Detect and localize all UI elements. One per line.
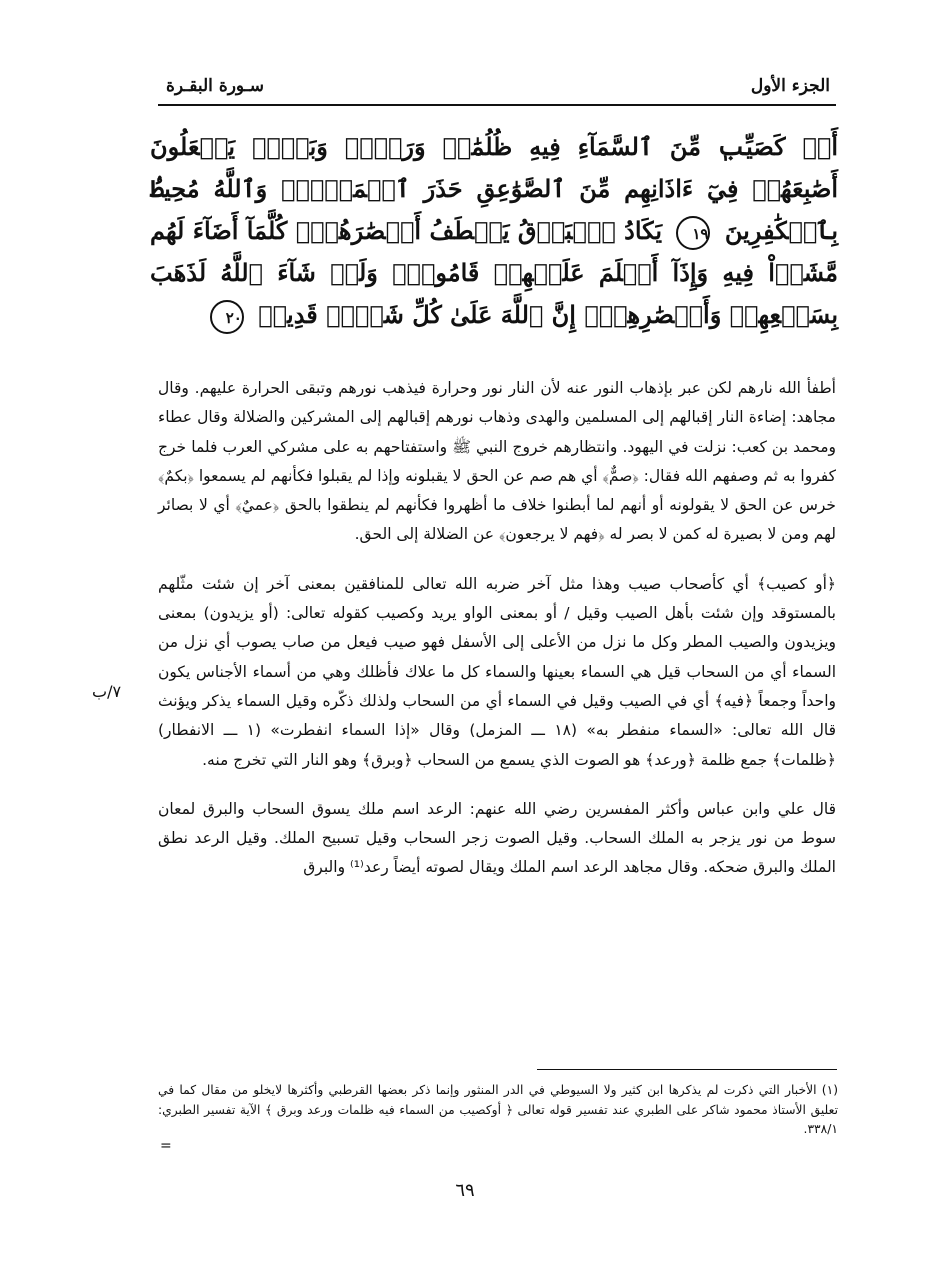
page-number: ٦٩	[455, 1180, 475, 1201]
footnote-continuation-mark: =	[160, 1138, 172, 1154]
paragraph: قال علي وابن عباس وأكثر المفسرين رضي الله عنهم: الرعد اسم ملك يسوق السحاب والبرق لمعان سوط من نور يزجر به الملك السحاب. وقيل الصوت زجر السحاب وقيل تسبيح الملك. وقيل الرعد نطق الملك والبرق ضحكه. وقال مجاهد الرعد اسم الملك ويقال لصوته أيضاً رعد⁽¹⁾ والبرق	[158, 799, 836, 877]
verse-text-19: أَوۡ كَصَيِّبٖ مِّنَ ٱلسَّمَآءِ فِيهِ ظُلُمَٰتٞ وَرَعۡدٞ وَبَرۡقٞ يَجۡعَلُونَ أَصَٰبِعَهُمۡ فِيٓ ءَاذَانِهِم مِّنَ ٱلصَّوَٰعِقِ حَذَرَ ٱلۡمَوۡتِۚ وَٱللَّهُ مُحِيطُۢ بِٱلۡكَٰفِرِينَ	[150, 132, 838, 245]
manuscript-folio-note: ٧/ب	[92, 682, 122, 701]
verse-text-20: يَكَادُ ٱلۡبَرۡقُ يَخۡطَفُ أَبۡصَٰرَهُمۡۖ كُلَّمَآ أَضَآءَ لَهُم مَّشَوۡاْ فِيهِ وَإِذَآ أَظۡلَمَ عَلَيۡهِمۡ قَامُواْۚ وَلَوۡ شَآءَ ٱللَّهُ لَذَهَبَ بِسَمۡعِهِمۡ وَأَبۡصَٰرِهِمۡۚ إِنَّ ٱللَّهَ عَلَىٰ كُلِّ شَيۡءٖ قَدِيرٞ	[150, 216, 839, 329]
footnote-rule	[537, 1069, 837, 1070]
commentary-text	[158, 374, 836, 901]
paragraph: أطفأ الله نارهم لكن عبر بإذهاب النور عنه لأن النار نور وحرارة فيذهب نورهم وتبقى الحرارة عليهم. وقال مجاهد: إضاءة النار إقبالهم إلى المسلمين والهدى وذهاب نورهم إقبالهم إلى المشركين والضلالة وقال عطاء ومحمد بن كعب: نزلت في اليهود. وانتظارهم خروج النبي ﷺ واستفتاحهم به على مشركي العرب فلما خرج كفروا به ثم وصفهم الله فقال: ﴿صمٌّ﴾ أي هم صم عن الحق لا يقبلونه وإذا لم يقبلوا فكأنهم لم يسمعوا ﴿بكمٌ﴾ خرس عن الحق لا يقولونه أو أنهم لما أبطنوا خلاف ما أظهروا فكأنهم لم ينطقوا بالحق ﴿عميٌ﴾ أي لا بصائر لهم ومن لا بصيرة له كمن لا بصر له ﴿فهم لا يرجعون﴾ عن الضلالة إلى الحق.	[158, 379, 836, 544]
part-title: الجزء الأول	[750, 76, 830, 96]
footnote: (١) الأخبار التي ذكرت لم يذكرها ابن كثير ولا السيوطي في الدر المنثور وإنما ذكر بعضها القرطبي وأكثرها لايخلو من مقال كما في تعليق الأستاذ محمود شاكر على الطبري عند تفسير قوله تعالى ﴿ أوكصيب من السماء فيه ظلمات ورعد وبرق ﴾ الآية تفسير الطبري: ٣٣٨/١.	[158, 1083, 838, 1136]
ayah-number-19: ١٩	[676, 216, 710, 250]
header-rule	[158, 104, 836, 106]
running-head	[158, 76, 830, 106]
paragraph: ﴿أو كصيب﴾ أي كأصحاب صيب وهذا مثل آخر ضربه الله تعالى للمنافقين بمعنى آخر إن شئت مثّلهم بالمستوقد وإن شئت بأهل الصيب وقيل / أو بمعنى الواو يريد وكصيب كقوله تعالى: (أو يزيدون) بمعنى ويزيدون والصيب المطر وكل ما نزل من الأعلى إلى الأسفل فهو صيب فيعل من صاب يصوب أي نزل من السماء أي من السحاب قيل هي السماء بعينها والسماء كل ما علاك فأظلك وهي من أسماء الأجناس يكون واحداً وجمعاً ﴿فيه﴾ أي في الصيب وقيل في السماء أي من السحاب ولذلك ذكّره وقيل السماء يذكر ويؤنث قال الله تعالى: «السماء منفطر به» (١٨ ـــ المزمل) وقال «إذا السماء انفطرت» (١ ـــ الانفطار) ﴿ظلمات﴾ جمع ظلمة ﴿ورعد﴾ هو الصوت الذي يسمع من السحاب ﴿وبرق﴾ وهو النار التي تخرج منه.	[158, 574, 837, 769]
ayah-number-20: ٢٠	[210, 300, 244, 334]
quran-verses	[150, 126, 838, 336]
surah-title: سـورة البقـرة	[166, 76, 264, 96]
